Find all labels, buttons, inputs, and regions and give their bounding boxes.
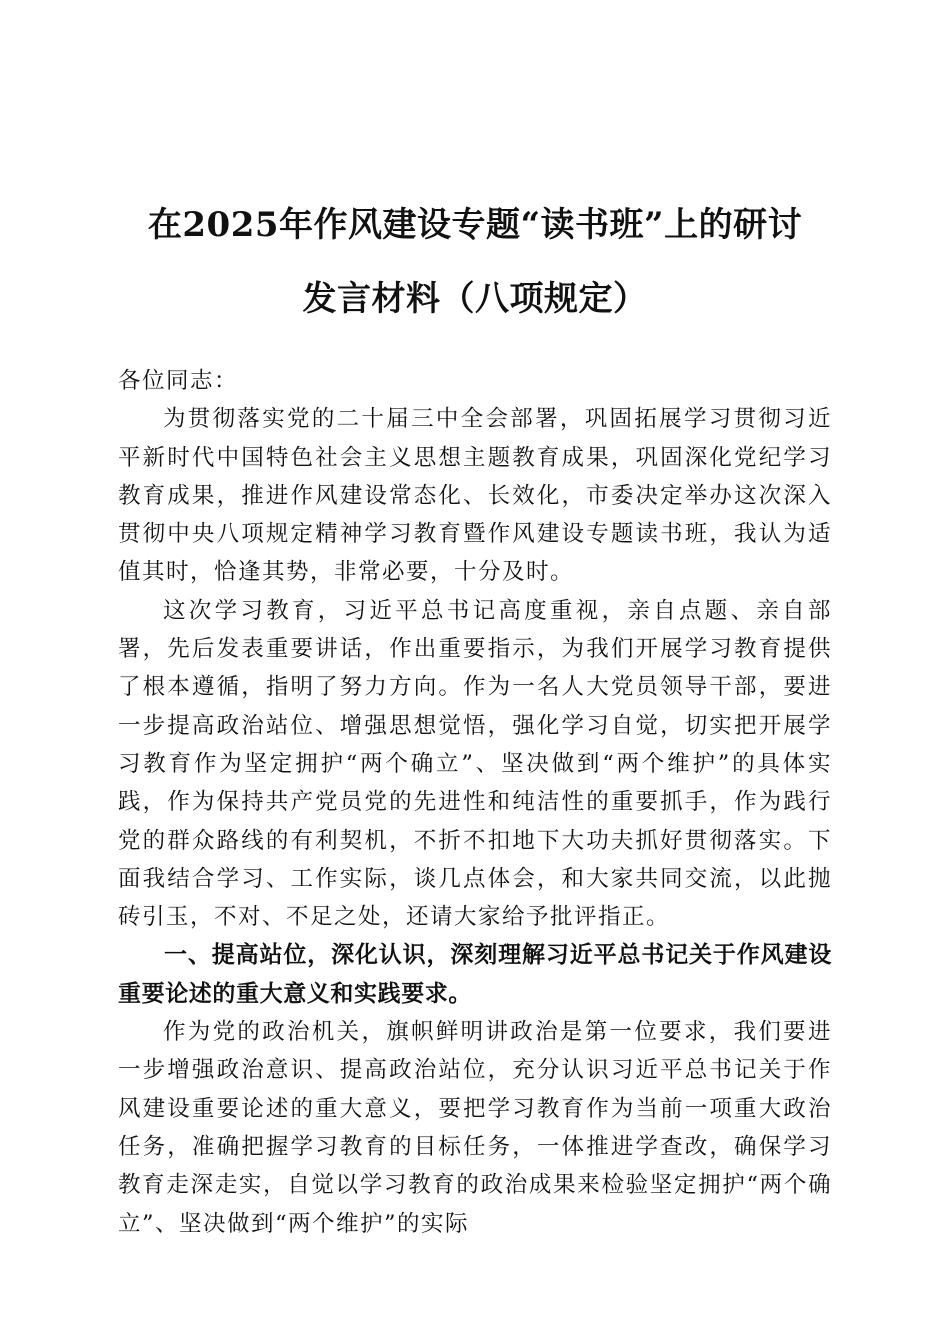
- salutation: 各位同志：: [118, 368, 239, 394]
- title-line-2: 发言材料（八项规定）: [302, 279, 648, 319]
- paragraph-2: 这次学习教育，习近平总书记高度重视，亲自点题、亲自部署，先后发表重要讲话，作出重要指示，为我们开展学习教育提供了根本遵循，指明了努力方向。作为一名人大党员领导干部，要进一步提高政治站位、增强思想觉悟，强化学习自觉，切实把开展学习教育作为坚定拥护“两个确立”、坚决做到“两个维护”的具体实践，作为保持共产党员党的先进性和纯洁性的重要抓手，作为践行党的群众路线的有利契机，不折不扣地下大功夫抓好贯彻落实。下面我结合学习、工作实际，谈几点体会，和大家共同交流，以此抛砖引玉，不对、不足之处，还请大家给予批评指正。: [118, 597, 832, 931]
- title-line-1: 在2025年作风建设专题“读书班”上的研讨: [147, 205, 803, 245]
- section-heading-1: 一、提高站位，深化认识，深刻理解习近平总书记关于作风建设重要论述的重大意义和实践要求。: [118, 942, 832, 1007]
- document-title: [118, 188, 832, 336]
- paragraph-3: 作为党的政治机关，旗帜鲜明讲政治是第一位要求，我们要进一步增强政治意识、提高政治站位，充分认识习近平总书记关于作风建设重要论述的重大意义，要把学习教育作为当前一项重大政治任务，准确把握学习教育的目标任务，一体推进学查改，确保学习教育走深走实，自觉以学习教育的政治成果来检验坚定拥护“两个确立”、坚决做到“两个维护”的实际: [118, 1019, 832, 1237]
- document-body: [118, 362, 832, 1243]
- paragraph-1: 为贯彻落实党的二十届三中全会部署，巩固拓展学习贯彻习近平新时代中国特色社会主义思想主题教育成果，巩固深化党纪学习教育成果，推进作风建设常态化、长效化，市委决定举办这次深入贯彻中央八项规定精神学习教育暨作风建设专题读书班，我认为适值其时，恰逢其势，非常必要，十分及时。: [118, 406, 832, 586]
